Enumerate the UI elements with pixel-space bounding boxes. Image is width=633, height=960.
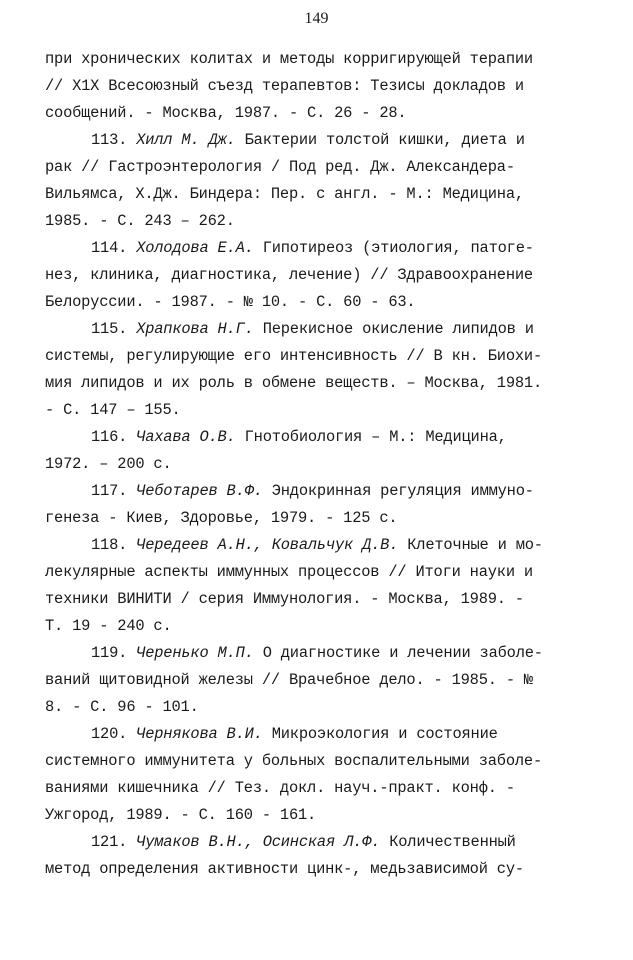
line-text: // X1X Всесоюзный съезд терапевтов: Тезисы докладов и [45,77,524,95]
line-text: лекулярные аспекты иммунных процессов // Итоги науки и [45,563,533,581]
text-line [45,586,600,613]
reference-author: Холодова Е.А. [136,239,254,257]
line-text: рак // Гастроэнтерология / Под ред. Дж. Александера- [45,158,515,176]
reference-entry-start [45,127,600,154]
reference-number: 117. [91,482,137,500]
line-text: 8. - С. 96 - 101. [45,698,199,716]
reference-number: 118. [91,536,137,554]
text-line [45,370,600,397]
page-number: 149 [304,10,329,27]
line-text: Перекисное окисление липидов и [253,320,534,338]
line-text: мия липидов и их роль в обмене веществ. – Москва, 1981. [45,374,542,392]
text-line [45,694,600,721]
line-text: Ужгород, 1989. - С. 160 - 161. [45,806,317,824]
text-line [45,46,600,73]
line-text: - С. 147 – 155. [45,401,181,419]
reference-number: 119. [91,644,137,662]
reference-entry-start [45,829,600,856]
line-text: Вильямса, Х.Дж. Биндера: Пер. с англ. - М.: Медицина, [45,185,524,203]
line-text: Эндокринная регуляция иммуно- [262,482,534,500]
reference-entry-start [45,478,600,505]
reference-author: Чернякова В.И. [136,725,263,743]
text-line [45,559,600,586]
reference-list [45,46,600,883]
line-text: Гипотиреоз (этиология, патоге- [253,239,534,257]
reference-entry-start [45,721,600,748]
text-line [45,613,600,640]
line-text: метод определения активности цинк-, медьзависимой су- [45,860,524,878]
text-line [45,775,600,802]
text-line [45,262,600,289]
reference-author: Хилл М. Дж. [136,131,236,149]
line-text: Микроэкология и состояние [262,725,498,743]
reference-author: Чередеев А.Н., Ковальчук Д.В. [136,536,399,554]
line-text: системы, регулирующие его интенсивность // В кн. Биохи- [45,347,542,365]
line-text: Т. 19 - 240 с. [45,617,172,635]
text-line [45,181,600,208]
reference-entry-start [45,235,600,262]
reference-number: 120. [91,725,137,743]
line-text: 1985. - С. 243 – 262. [45,212,235,230]
reference-number: 113. [91,131,137,149]
text-line [45,343,600,370]
reference-number: 121. [91,833,137,851]
line-text: Белоруссии. - 1987. - № 10. - С. 60 - 63. [45,293,416,311]
reference-entry-start [45,316,600,343]
line-text: Клеточные и мо- [398,536,543,554]
reference-author: Чахава О.В. [136,428,236,446]
reference-entry-start [45,640,600,667]
line-text: ваниями кишечника // Тез. докл. науч.-практ. конф. - [45,779,515,797]
line-text: Гнотобиология – М.: Медицина, [235,428,507,446]
reference-number: 115. [91,320,137,338]
text-line [45,505,600,532]
text-line [45,100,600,127]
reference-author: Чумаков В.Н., Осинская Л.Ф. [136,833,381,851]
text-line [45,667,600,694]
reference-author: Чеботарев В.Ф. [136,482,263,500]
line-text: Количественный [380,833,516,851]
line-text: Бактерии толстой кишки, диета и [235,131,525,149]
text-line [45,73,600,100]
line-text: системного иммунитета у больных воспалительными заболе- [45,752,542,770]
reference-number: 114. [91,239,137,257]
reference-entry-start [45,532,600,559]
text-line [45,289,600,316]
line-text: генеза - Киев, Здоровье, 1979. - 125 с. [45,509,398,527]
line-text: О диагностике и лечении заболе- [253,644,543,662]
text-line [45,208,600,235]
line-text: техники ВИНИТИ / серия Иммунология. - Москва, 1989. - [45,590,524,608]
line-text: нез, клиника, диагностика, лечение) // Здравоохранение [45,266,533,284]
text-line [45,451,600,478]
reference-author: Черенько М.П. [136,644,254,662]
text-line [45,856,600,883]
text-line [45,748,600,775]
line-text: при хронических колитах и методы корригирующей терапии [45,50,533,68]
reference-number: 116. [91,428,137,446]
reference-author: Храпкова Н.Г. [136,320,254,338]
line-text: 1972. – 200 с. [45,455,172,473]
text-line [45,802,600,829]
text-line [45,397,600,424]
line-text: ваний щитовидной железы // Врачебное дело. - 1985. - № [45,671,533,689]
text-line [45,154,600,181]
reference-entry-start [45,424,600,451]
line-text: сообщений. - Москва, 1987. - С. 26 - 28. [45,104,407,122]
